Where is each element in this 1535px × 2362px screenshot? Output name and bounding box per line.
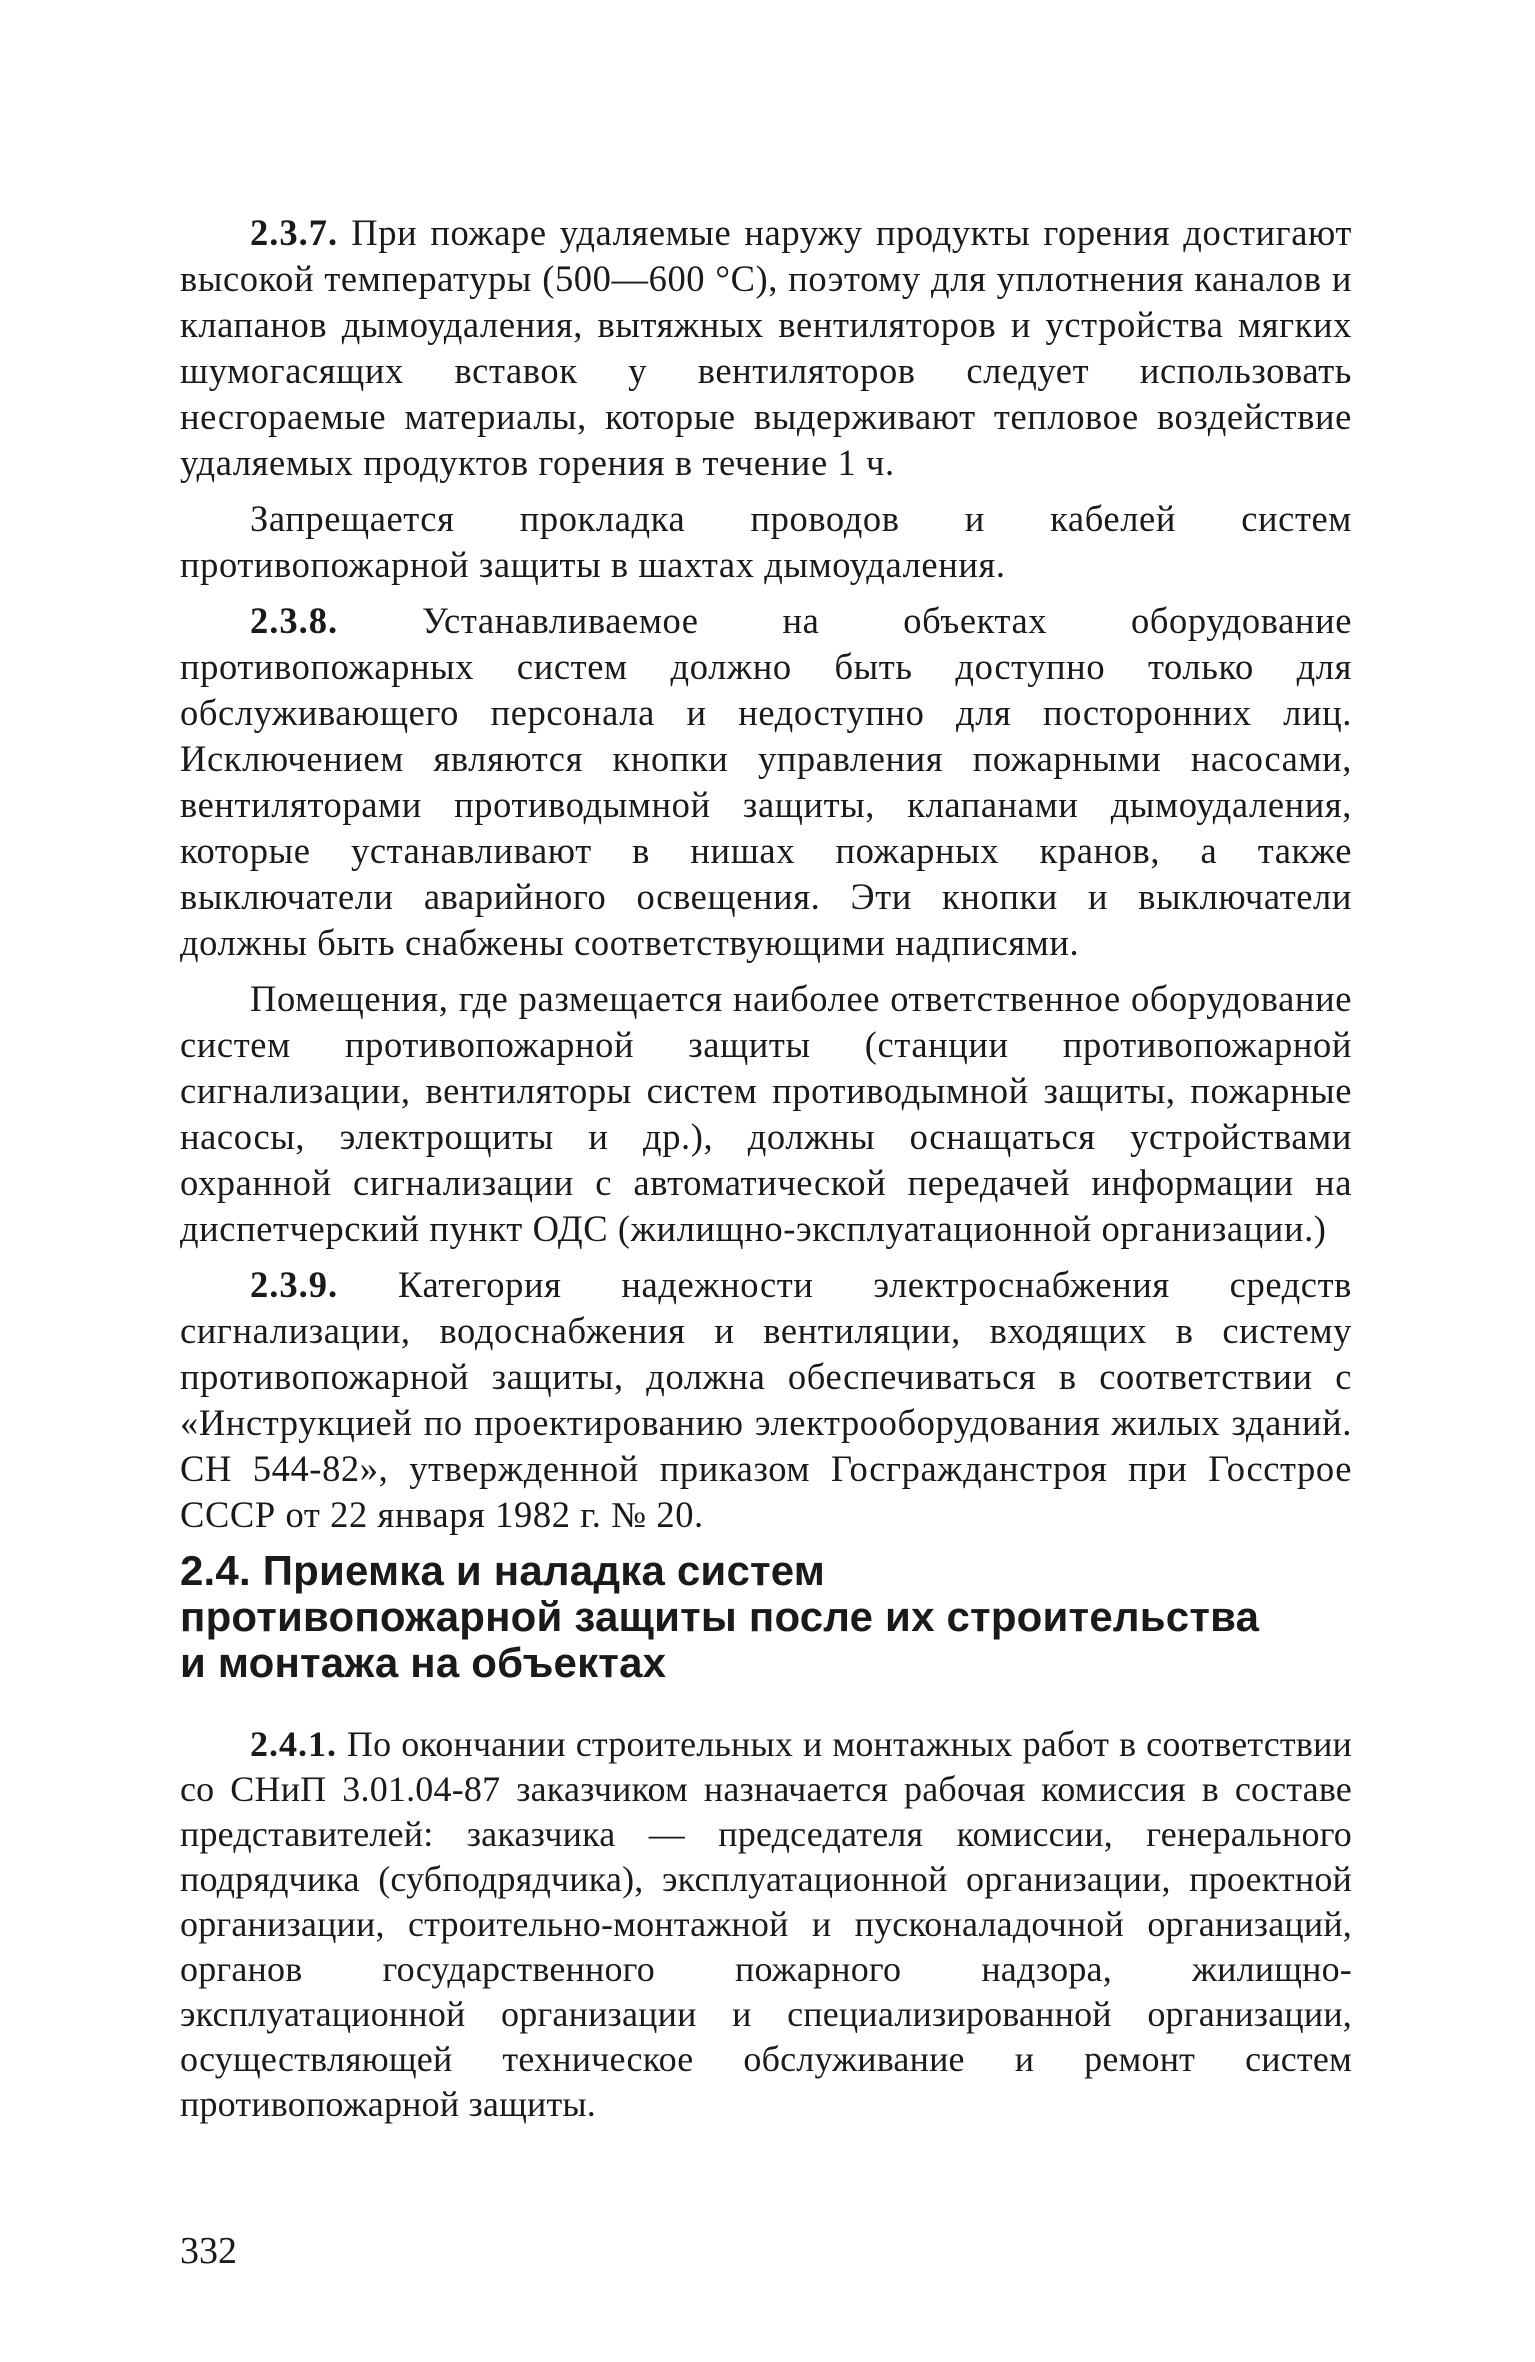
paragraph-2-3-8 [180,598,1352,966]
clause-number: 2.3.9. [250,1264,339,1305]
heading-line: и монтажа на объектах [180,1639,667,1686]
clause-number: 2.3.7. [250,212,339,253]
clause-number: 2.4.1. [250,1724,337,1764]
body-text-lower [180,1722,1352,2137]
paragraph-text: По окончании строительных и монтажных работ в соответствии со СНиП 3.01.04-87 заказчиком назначается рабочая комиссия в составе представителей: заказчика — председателя комиссии, генерального подрядчика (субподрядчика), эксплуатационной организации, проектной организации, строительно-монтажной и пусконаладочной организаций, органов государственного пожарного надзора, жилищно-эксплуатационной организации и специализированной организации, осуществляющей техническое обслуживание и ремонт систем противопожарной защиты. [180,1724,1352,2124]
paragraph-premises [180,976,1352,1252]
heading-line: 2.4. Приемка и наладка систем [180,1547,826,1594]
paragraph-text: Запрещается прокладка проводов и кабелей систем противопожарной защиты в шахтах дымоудаления. [180,498,1352,585]
page-number: 332 [180,2230,237,2272]
paragraph-text: Категория надежности электроснабжения средств сигнализации, водоснабжения и вентиляции, входящих в систему противопожарной защиты, должна обеспечиваться в соответствии с «Инструкцией по проектированию электрооборудования жилых зданий. СН 544-82», утвержденной приказом Госгражданстроя при Госстрое СССР от 22 января 1982 г. № 20. [180,1264,1352,1535]
paragraph-cable-ban [180,496,1352,588]
paragraph-2-4-1 [180,1722,1352,2127]
paragraph-2-3-9 [180,1262,1352,1538]
clause-number: 2.3.8. [250,600,339,641]
paragraph-2-3-7 [180,210,1352,486]
paragraph-text: При пожаре удаляемые наружу продукты горения достигают высокой температуры (500—600 °С), поэтому для уплотнения каналов и клапанов дымоудаления, вытяжных вентиляторов и устройства мягких шумогасящих вставок у вентиляторов следует использовать несгораемые материалы, которые выдерживают тепловое воздействие удаляемых продуктов горения в течение 1 ч. [180,212,1352,483]
paragraph-text: Устанавливаемое на объектах оборудование противопожарных систем должно быть доступно только для обслуживающего персонала и недоступно для посторонних лиц. Исключением являются кнопки управления пожарными насосами, вентиляторами противодымной защиты, клапанами дымоудаления, которые устанавливают в нишах пожарных кранов, а также выключатели аварийного освещения. Эти кнопки и выключатели должны быть снабжены соответствующими надписями. [180,600,1352,963]
heading-line: противопожарной защиты после их строительства [180,1593,1260,1640]
paragraph-text: Помещения, где размещается наиболее ответственное оборудование систем противопожарной защиты (станции противопожарной сигнализации, вентиляторы систем противодымной защиты, пожарные насосы, электрощиты и др.), должны оснащаться устройствами охранной сигнализации с автоматической передачей информации на диспетчерский пункт ОДС (жилищно-эксплуатационной организации.) [180,978,1352,1249]
body-text-upper [180,210,1352,1548]
section-heading-2-4 [180,1548,1280,1686]
